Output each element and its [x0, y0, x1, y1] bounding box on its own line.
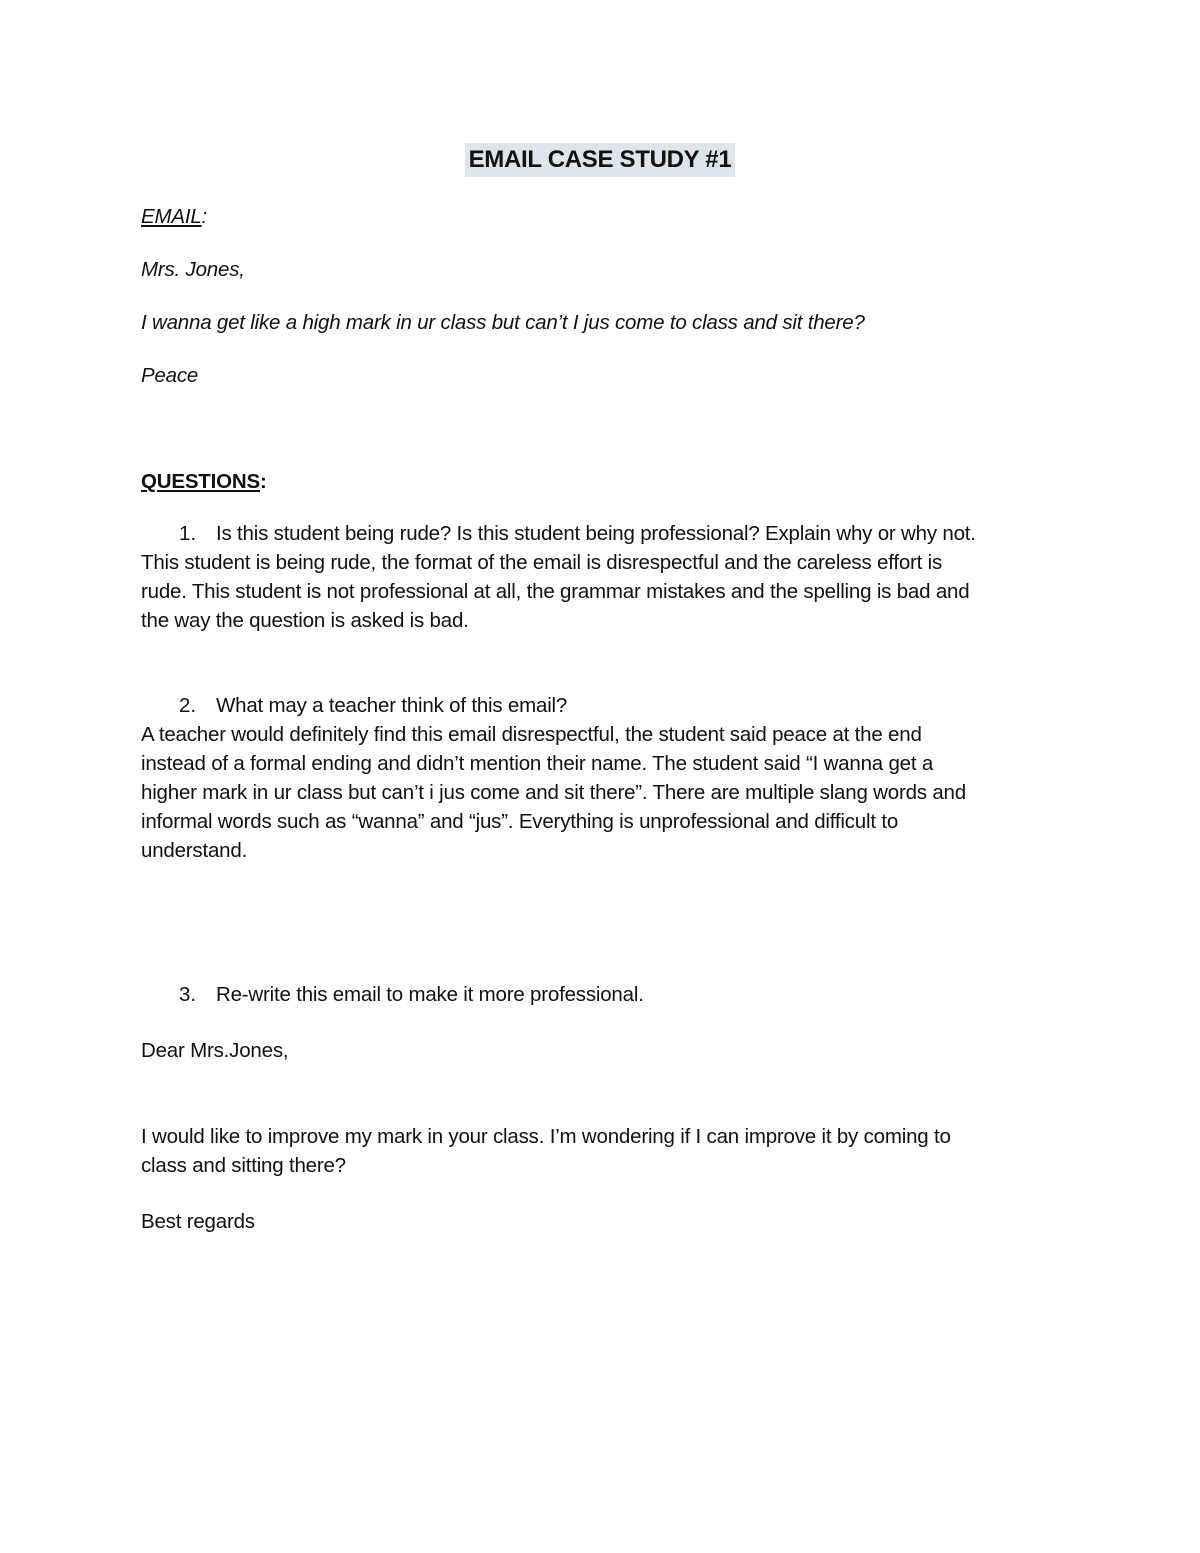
rewrite-salutation: Dear Mrs.Jones, [141, 1039, 289, 1062]
answer-2-line-2: instead of a formal ending and didn’t mention their name. The student said “I wanna get a [141, 752, 934, 775]
question-3-text: Re-write this email to make it more professional. [216, 983, 644, 1006]
email-salutation: Mrs. Jones, [141, 258, 245, 281]
question-1-text: Is this student being rude? Is this student being professional? Explain why or why not. [216, 522, 976, 545]
answer-2-line-3: higher mark in ur class but can’t i jus come and sit there”. There are multiple slang words and [141, 781, 966, 804]
answer-1-line-2: rude. This student is not professional at all, the grammar mistakes and the spelling is bad and [141, 580, 970, 603]
email-heading: EMAIL [141, 205, 202, 228]
answer-2-line-1: A teacher would definitely find this email disrespectful, the student said peace at the end [141, 723, 922, 746]
answer-1-line-3: the way the question is asked is bad. [141, 609, 469, 632]
email-body: I wanna get like a high mark in ur class but can’t I jus come to class and sit there? [141, 311, 865, 334]
answer-2-line-4: informal words such as “wanna” and “jus”. Everything is unprofessional and difficult to [141, 810, 899, 833]
answer-1-line-1: This student is being rude, the format of the email is disrespectful and the careless effort is [141, 551, 943, 574]
questions-heading: QUESTIONS [141, 470, 260, 493]
email-heading-colon: : [201, 205, 208, 228]
email-signoff: Peace [141, 364, 199, 387]
question-1-number: 1. [179, 522, 197, 545]
email-heading-line [141, 202, 207, 231]
title-container [0, 143, 1200, 177]
questions-heading-line [141, 467, 267, 496]
rewrite-body-line-1: I would like to improve my mark in your class. I’m wondering if I can improve it by coming to [141, 1125, 951, 1148]
rewrite-body-line-2: class and sitting there? [141, 1154, 346, 1177]
question-2-number: 2. [179, 694, 197, 717]
question-2-text: What may a teacher think of this email? [216, 694, 568, 717]
question-3-number: 3. [179, 983, 197, 1006]
page-title: EMAIL CASE STUDY #1 [465, 143, 736, 177]
answer-2-line-5: understand. [141, 839, 248, 862]
questions-heading-colon: : [259, 470, 267, 493]
rewrite-signoff: Best regards [141, 1210, 255, 1233]
